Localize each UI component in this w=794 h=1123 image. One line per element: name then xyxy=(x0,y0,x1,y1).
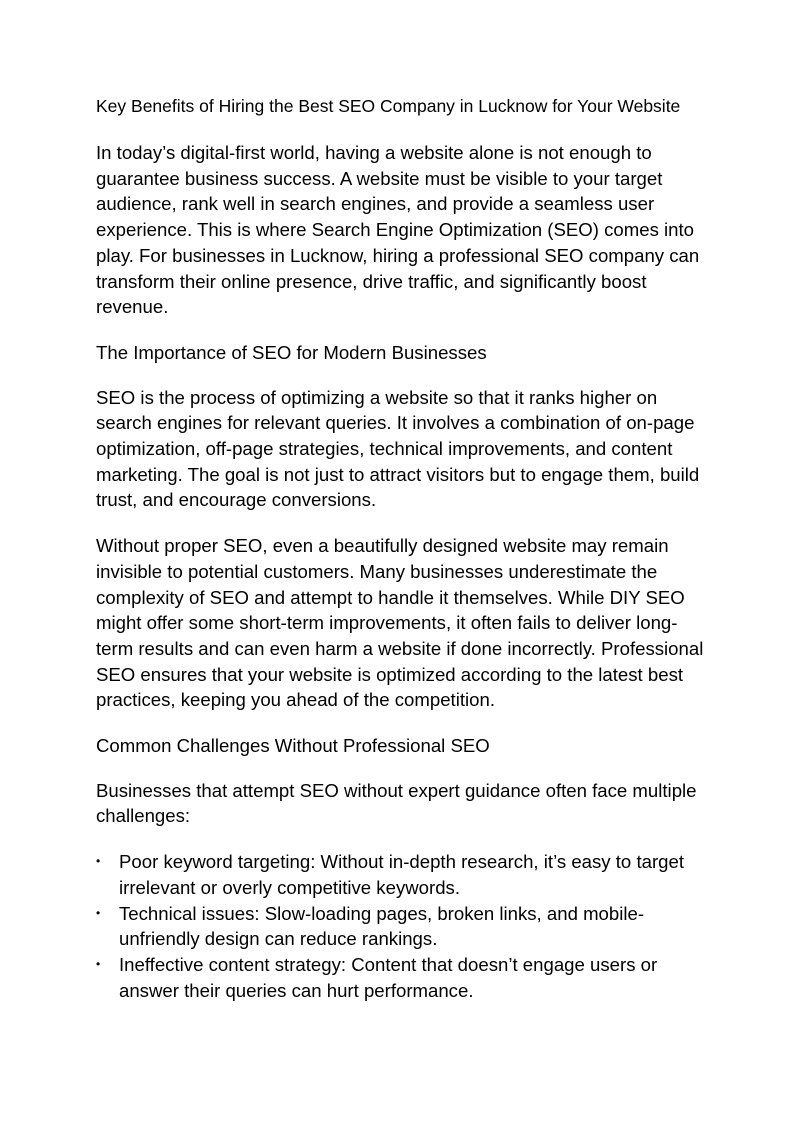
list-item-text: Poor keyword targeting: Without in-depth research, it’s easy to target irrelevant or overly competitive keywords. xyxy=(119,851,684,898)
section-heading-challenges: Common Challenges Without Professional SEO xyxy=(96,735,490,757)
document-title: Key Benefits of Hiring the Best SEO Company in Lucknow for Your Website xyxy=(96,96,681,116)
bullet-icon: • xyxy=(96,956,101,971)
paragraph-seo-definition: SEO is the process of optimizing a website so that it ranks higher on search engines for relevant queries. It involves a combination of on-page optimization, off-page strategies, technical improvements, and content marketing. The goal is not just to attract visitors but to engage them, build trust, and encourage conversions. xyxy=(96,386,700,511)
list-item xyxy=(96,952,706,1003)
list-item-text: Ineffective content strategy: Content that doesn’t engage users or answer their queries can hurt performance. xyxy=(119,953,658,1001)
bullet-icon: • xyxy=(96,854,101,869)
document-page xyxy=(96,96,706,1003)
list-item-text: Technical issues: Slow-loading pages, broken links, and mobile-unfriendly design can reduce rankings. xyxy=(119,902,645,950)
bullet-icon: • xyxy=(96,905,101,920)
challenges-list xyxy=(96,849,706,1003)
section-heading-importance: The Importance of SEO for Modern Businesses xyxy=(96,341,487,363)
paragraph-challenges-intro: Businesses that attempt SEO without expert guidance often face multiple challenges: xyxy=(96,779,697,827)
paragraph-without-seo: Without proper SEO, even a beautifully designed website may remain invisible to potential customers. Many businesses underestimate the complexity of SEO and attempt to handle it themselves. While DIY SEO might offer some short-term improvements, it often fails to deliver long-term results and can even harm a website if done incorrectly. Professional SEO ensures that your website is optimized according to the latest best practices, keeping you ahead of the competition. xyxy=(96,535,704,711)
intro-paragraph: In today’s digital-first world, having a website alone is not enough to guarantee business success. A website must be visible to your target audience, rank well in search engines, and provide a seamless user experience. This is where Search Engine Optimization (SEO) comes into play. For businesses in Lucknow, hiring a professional SEO company can transform their online presence, drive traffic, and significantly boost revenue. xyxy=(96,142,700,318)
list-item xyxy=(96,849,706,900)
list-item xyxy=(96,901,706,952)
